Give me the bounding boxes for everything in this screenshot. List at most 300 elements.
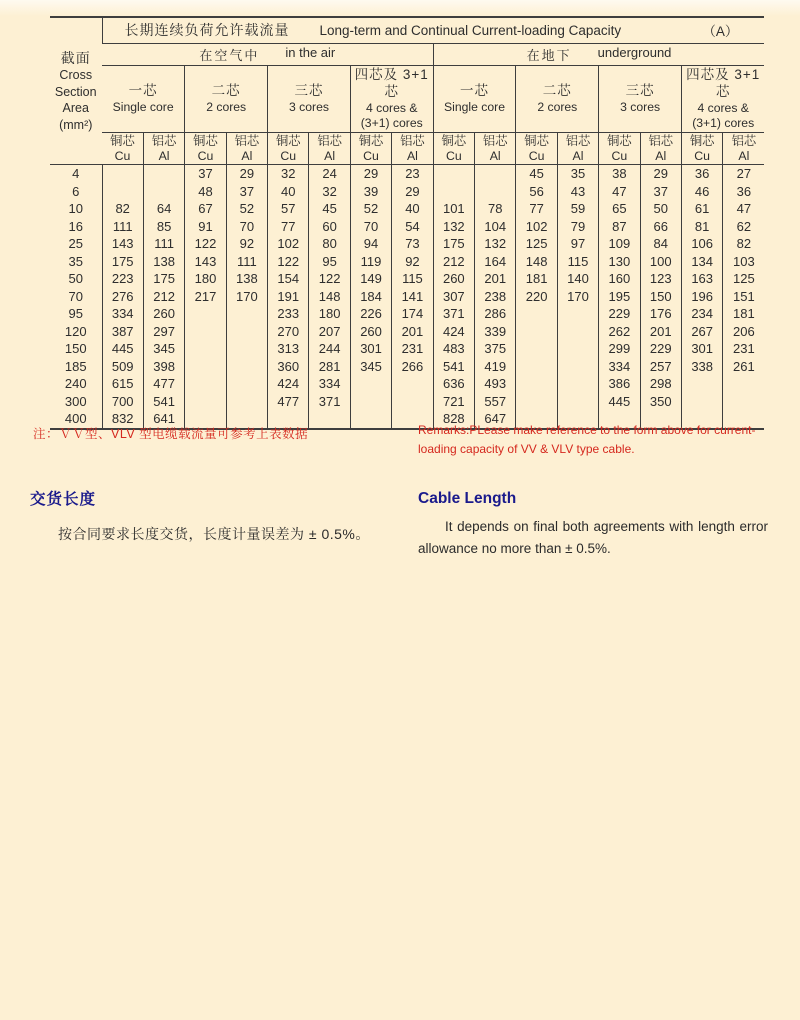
capacity-value: 100 <box>640 253 681 271</box>
capacity-value: 700 <box>102 393 143 411</box>
capacity-value: 220 <box>516 288 557 306</box>
table-row <box>50 218 764 236</box>
capacity-value <box>350 375 391 393</box>
capacity-value: 111 <box>143 235 184 253</box>
capacity-value: 541 <box>143 393 184 411</box>
env-in-air-en: in the air <box>285 44 336 60</box>
capacity-value: 138 <box>143 253 184 271</box>
table-row <box>50 253 764 271</box>
capacity-value: 334 <box>102 305 143 323</box>
capacity-value: 647 <box>475 410 516 429</box>
capacity-value: 387 <box>102 323 143 341</box>
capacity-value <box>723 375 765 393</box>
capacity-value: 57 <box>268 200 309 218</box>
capacity-value: 541 <box>433 358 474 376</box>
table-row <box>50 340 764 358</box>
capacity-value: 130 <box>599 253 640 271</box>
capacity-value: 38 <box>599 165 640 183</box>
capacity-value: 109 <box>599 235 640 253</box>
cross-section-size: 70 <box>68 288 83 304</box>
capacity-value <box>185 358 226 376</box>
capacity-value: 37 <box>640 183 681 201</box>
capacity-value: 151 <box>723 288 765 306</box>
capacity-value: 125 <box>516 235 557 253</box>
capacity-value <box>557 358 598 376</box>
capacity-value: 286 <box>475 305 516 323</box>
capacity-value: 301 <box>350 340 391 358</box>
cross-section-size: 300 <box>64 393 87 409</box>
capacity-value: 307 <box>433 288 474 306</box>
capacity-value: 29 <box>392 183 433 201</box>
capacity-value: 163 <box>681 270 722 288</box>
capacity-value: 276 <box>102 288 143 306</box>
capacity-value <box>392 393 433 411</box>
capacity-value: 111 <box>102 218 143 236</box>
capacity-value: 32 <box>309 183 350 201</box>
capacity-value: 262 <box>599 323 640 341</box>
capacity-value: 85 <box>143 218 184 236</box>
capacity-value <box>557 305 598 323</box>
capacity-value <box>226 305 267 323</box>
table-unit: （A） <box>702 24 739 40</box>
capacity-value <box>143 165 184 183</box>
capacity-value: 47 <box>723 200 765 218</box>
table-title-row <box>50 17 764 43</box>
capacity-value: 424 <box>268 375 309 393</box>
env-underground-cn: 在地下 <box>526 47 572 63</box>
capacity-value: 32 <box>268 165 309 183</box>
capacity-value: 281 <box>309 358 350 376</box>
capacity-value <box>226 340 267 358</box>
capacity-value: 37 <box>226 183 267 201</box>
capacity-value <box>557 393 598 411</box>
capacity-value <box>516 358 557 376</box>
capacity-value: 143 <box>185 253 226 271</box>
capacity-value: 132 <box>433 218 474 236</box>
capacity-value: 43 <box>557 183 598 201</box>
capacity-value <box>516 375 557 393</box>
capacity-value: 229 <box>640 340 681 358</box>
capacity-value <box>185 305 226 323</box>
capacity-value: 61 <box>681 200 722 218</box>
capacity-value: 636 <box>433 375 474 393</box>
capacity-value: 37 <box>185 165 226 183</box>
capacity-value <box>557 340 598 358</box>
capacity-value: 509 <box>102 358 143 376</box>
env-underground-header <box>433 43 764 65</box>
capacity-value: 92 <box>392 253 433 271</box>
capacity-value: 375 <box>475 340 516 358</box>
capacity-value: 301 <box>681 340 722 358</box>
cross-section-label-en2: Section <box>54 84 97 99</box>
cross-section-size: 150 <box>64 341 87 357</box>
env-underground-en: underground <box>597 44 672 60</box>
capacity-value <box>309 410 350 429</box>
cross-section-size: 120 <box>64 323 87 339</box>
material-header-row <box>50 133 764 165</box>
capacity-value <box>516 305 557 323</box>
cross-section-size: 185 <box>64 358 87 374</box>
cable-length-title-en: Cable Length <box>418 490 517 507</box>
cable-length-section-en <box>418 490 768 560</box>
note-cn: 注：ＶＶ型、VLV 型电缆载流量可参考上表数据 <box>33 427 309 441</box>
capacity-value: 111 <box>226 253 267 271</box>
capacity-value <box>350 393 391 411</box>
core-group-header: 一芯 Single core <box>433 65 516 133</box>
capacity-value: 234 <box>681 305 722 323</box>
copper-core-header: 铜芯 Cu <box>268 133 309 165</box>
capacity-value: 140 <box>557 270 598 288</box>
capacity-value: 615 <box>102 375 143 393</box>
capacity-value: 91 <box>185 218 226 236</box>
capacity-value <box>557 375 598 393</box>
capacity-value: 77 <box>268 218 309 236</box>
capacity-value: 115 <box>392 270 433 288</box>
capacity-value: 201 <box>640 323 681 341</box>
core-group-header: 四芯及 3+1 芯 4 cores & (3+1) cores <box>681 65 764 133</box>
capacity-value: 65 <box>599 200 640 218</box>
capacity-value <box>475 165 516 183</box>
capacity-value: 398 <box>143 358 184 376</box>
capacity-value: 445 <box>599 393 640 411</box>
capacity-value: 101 <box>433 200 474 218</box>
capacity-value: 483 <box>433 340 474 358</box>
capacity-value: 123 <box>640 270 681 288</box>
capacity-value: 299 <box>599 340 640 358</box>
capacity-value: 217 <box>185 288 226 306</box>
capacity-value: 27 <box>723 165 765 183</box>
cross-section-size: 25 <box>68 236 83 252</box>
capacity-value: 334 <box>309 375 350 393</box>
capacity-value: 70 <box>350 218 391 236</box>
capacity-value <box>143 183 184 201</box>
table-title-en: Long-term and Continual Current-loading Capacity <box>319 22 622 38</box>
capacity-value: 87 <box>599 218 640 236</box>
capacity-value: 371 <box>309 393 350 411</box>
copper-core-header: 铜芯 Cu <box>516 133 557 165</box>
capacity-value: 170 <box>226 288 267 306</box>
env-in-air-cn: 在空气中 <box>199 47 260 63</box>
capacity-value: 160 <box>599 270 640 288</box>
capacity-value: 67 <box>185 200 226 218</box>
capacity-value: 48 <box>185 183 226 201</box>
capacity-value: 419 <box>475 358 516 376</box>
copper-core-header: 铜芯 Cu <box>350 133 391 165</box>
capacity-value: 134 <box>681 253 722 271</box>
capacity-value: 103 <box>723 253 765 271</box>
capacity-value: 175 <box>433 235 474 253</box>
capacity-value: 77 <box>516 200 557 218</box>
capacity-value: 493 <box>475 375 516 393</box>
capacity-value: 92 <box>226 235 267 253</box>
capacity-value: 176 <box>640 305 681 323</box>
capacity-value <box>185 323 226 341</box>
table-row <box>50 288 764 306</box>
capacity-value: 339 <box>475 323 516 341</box>
capacity-value: 445 <box>102 340 143 358</box>
capacity-value: 102 <box>268 235 309 253</box>
capacity-value: 360 <box>268 358 309 376</box>
env-in-air-header <box>102 43 433 65</box>
aluminium-core-header: 铝芯 Al <box>475 133 516 165</box>
capacity-value: 206 <box>723 323 765 341</box>
capacity-value: 52 <box>350 200 391 218</box>
capacity-value: 60 <box>309 218 350 236</box>
capacity-value: 39 <box>350 183 391 201</box>
capacity-value: 477 <box>143 375 184 393</box>
capacity-value: 231 <box>723 340 765 358</box>
capacity-value: 122 <box>268 253 309 271</box>
capacity-value: 29 <box>640 165 681 183</box>
capacity-value: 424 <box>433 323 474 341</box>
capacity-value <box>475 183 516 201</box>
capacity-value: 97 <box>557 235 598 253</box>
table-title-cell <box>102 17 764 43</box>
capacity-value: 191 <box>268 288 309 306</box>
aluminium-core-header: 铝芯 Al <box>557 133 598 165</box>
capacity-value: 164 <box>475 253 516 271</box>
environment-header-row <box>50 43 764 65</box>
capacity-value: 81 <box>681 218 722 236</box>
core-group-header: 二芯 2 cores <box>516 65 599 133</box>
cross-section-label-cn: 截面 <box>60 49 91 66</box>
capacity-value: 371 <box>433 305 474 323</box>
capacity-value: 50 <box>640 200 681 218</box>
cross-section-header <box>50 17 102 165</box>
capacity-value: 212 <box>433 253 474 271</box>
capacity-value: 84 <box>640 235 681 253</box>
table-row <box>50 375 764 393</box>
table-row <box>50 235 764 253</box>
capacity-value: 238 <box>475 288 516 306</box>
capacity-value <box>185 375 226 393</box>
capacity-value <box>350 410 391 429</box>
capacity-value: 45 <box>516 165 557 183</box>
capacity-value <box>102 165 143 183</box>
capacity-value: 154 <box>268 270 309 288</box>
capacity-value: 82 <box>723 235 765 253</box>
capacity-value: 94 <box>350 235 391 253</box>
capacity-value: 106 <box>681 235 722 253</box>
cross-section-size: 16 <box>68 218 83 234</box>
copper-core-header: 铜芯 Cu <box>185 133 226 165</box>
table-row <box>50 270 764 288</box>
capacity-value: 36 <box>681 165 722 183</box>
capacity-value: 46 <box>681 183 722 201</box>
core-group-header: 三芯 3 cores <box>599 65 682 133</box>
aluminium-core-header: 铝芯 Al <box>723 133 765 165</box>
capacity-value: 181 <box>723 305 765 323</box>
capacity-value: 82 <box>102 200 143 218</box>
capacity-value: 828 <box>433 410 474 429</box>
capacity-value: 148 <box>309 288 350 306</box>
capacity-value <box>433 165 474 183</box>
capacity-value: 122 <box>309 270 350 288</box>
cross-section-size: 50 <box>68 271 83 287</box>
capacity-value: 350 <box>640 393 681 411</box>
capacity-value: 207 <box>309 323 350 341</box>
capacity-value <box>102 183 143 201</box>
capacity-value: 36 <box>723 183 765 201</box>
capacity-value <box>681 393 722 411</box>
capacity-value: 345 <box>143 340 184 358</box>
capacity-value: 270 <box>268 323 309 341</box>
capacity-value: 148 <box>516 253 557 271</box>
capacity-value <box>681 375 722 393</box>
capacity-value: 257 <box>640 358 681 376</box>
capacity-value: 196 <box>681 288 722 306</box>
capacity-value: 45 <box>309 200 350 218</box>
capacity-value: 260 <box>433 270 474 288</box>
copper-core-header: 铜芯 Cu <box>102 133 143 165</box>
capacity-value: 260 <box>350 323 391 341</box>
table-row <box>50 200 764 218</box>
capacity-value: 40 <box>392 200 433 218</box>
table-row <box>50 358 764 376</box>
capacity-value: 56 <box>516 183 557 201</box>
cross-section-size: 4 <box>72 166 80 182</box>
capacity-value: 23 <box>392 165 433 183</box>
capacity-value: 125 <box>723 270 765 288</box>
capacity-value: 66 <box>640 218 681 236</box>
capacity-value: 62 <box>723 218 765 236</box>
capacity-value: 40 <box>268 183 309 201</box>
cable-length-title-cn: 交货长度 <box>30 491 97 508</box>
core-group-header: 四芯及 3+1 芯 4 cores & (3+1) cores <box>350 65 433 133</box>
capacity-value: 231 <box>392 340 433 358</box>
cross-section-label-en3: Area <box>62 101 89 116</box>
capacity-value: 143 <box>102 235 143 253</box>
capacity-value: 24 <box>309 165 350 183</box>
aluminium-core-header: 铝芯 Al <box>226 133 267 165</box>
cross-section-unit: (mm²) <box>59 117 93 132</box>
capacity-value <box>226 375 267 393</box>
cross-section-size: 400 <box>64 411 87 427</box>
capacity-value: 181 <box>516 270 557 288</box>
capacity-value: 229 <box>599 305 640 323</box>
cross-section-size: 35 <box>68 253 83 269</box>
capacity-value: 54 <box>392 218 433 236</box>
capacity-value: 297 <box>143 323 184 341</box>
cross-section-size: 10 <box>68 201 83 217</box>
capacity-value <box>185 340 226 358</box>
capacity-value <box>433 183 474 201</box>
capacity-value: 212 <box>143 288 184 306</box>
capacity-value: 721 <box>433 393 474 411</box>
capacity-value: 174 <box>392 305 433 323</box>
capacity-value: 149 <box>350 270 391 288</box>
capacity-value: 47 <box>599 183 640 201</box>
capacity-value <box>226 323 267 341</box>
note-en: Remarks:PLease make reference to the form above for current-loading capacity of VV & VLV type cable. <box>418 423 756 456</box>
copper-core-header: 铜芯 Cu <box>599 133 640 165</box>
capacity-value: 244 <box>309 340 350 358</box>
capacity-value: 70 <box>226 218 267 236</box>
capacity-value: 119 <box>350 253 391 271</box>
aluminium-core-header: 铝芯 Al <box>143 133 184 165</box>
capacity-value: 386 <box>599 375 640 393</box>
capacity-value <box>723 393 765 411</box>
capacity-value: 102 <box>516 218 557 236</box>
aluminium-core-header: 铝芯 Al <box>309 133 350 165</box>
capacity-value: 201 <box>475 270 516 288</box>
cable-length-section-cn <box>30 487 390 544</box>
capacity-value: 95 <box>309 253 350 271</box>
capacity-value: 175 <box>102 253 143 271</box>
table-row <box>50 165 764 183</box>
copper-core-header: 铜芯 Cu <box>433 133 474 165</box>
capacity-value: 80 <box>309 235 350 253</box>
capacity-value: 233 <box>268 305 309 323</box>
aluminium-core-header: 铝芯 Al <box>392 133 433 165</box>
capacity-value: 345 <box>350 358 391 376</box>
capacity-value <box>185 393 226 411</box>
capacity-value: 138 <box>226 270 267 288</box>
capacity-value: 35 <box>557 165 598 183</box>
capacity-value: 641 <box>143 410 184 429</box>
capacity-value: 313 <box>268 340 309 358</box>
capacity-value: 104 <box>475 218 516 236</box>
capacity-value: 266 <box>392 358 433 376</box>
capacity-value <box>516 323 557 341</box>
capacity-value: 78 <box>475 200 516 218</box>
capacity-value: 298 <box>640 375 681 393</box>
capacity-value: 223 <box>102 270 143 288</box>
table-row <box>50 393 764 411</box>
capacity-value: 180 <box>185 270 226 288</box>
capacity-value: 52 <box>226 200 267 218</box>
capacity-value: 141 <box>392 288 433 306</box>
cross-section-label-en1: Cross <box>59 68 93 83</box>
cross-section-size: 240 <box>64 376 87 392</box>
capacity-value: 29 <box>226 165 267 183</box>
capacity-value: 73 <box>392 235 433 253</box>
capacity-value <box>516 340 557 358</box>
table-row <box>50 305 764 323</box>
capacity-value: 115 <box>557 253 598 271</box>
core-group-header: 三芯 3 cores <box>268 65 351 133</box>
capacity-value: 477 <box>268 393 309 411</box>
cross-section-size: 6 <box>72 183 80 199</box>
table-row <box>50 183 764 201</box>
capacity-value: 201 <box>392 323 433 341</box>
cable-length-body-cn: 按合同要求长度交货，长度计量误差为 ± 0.5%。 <box>58 526 370 542</box>
capacity-value: 226 <box>350 305 391 323</box>
core-group-header: 一芯 Single core <box>102 65 185 133</box>
capacity-value: 260 <box>143 305 184 323</box>
capacity-value <box>516 393 557 411</box>
capacity-value: 64 <box>143 200 184 218</box>
capacity-value: 175 <box>143 270 184 288</box>
capacity-value: 29 <box>350 165 391 183</box>
capacity-value: 557 <box>475 393 516 411</box>
table-title-cn: 长期连续负荷允许载流量 <box>124 22 290 39</box>
capacity-value: 170 <box>557 288 598 306</box>
current-capacity-table <box>50 16 764 430</box>
capacity-value: 261 <box>723 358 765 376</box>
capacity-value: 334 <box>599 358 640 376</box>
capacity-value: 150 <box>640 288 681 306</box>
capacity-value: 59 <box>557 200 598 218</box>
capacity-value <box>226 358 267 376</box>
capacity-value <box>557 323 598 341</box>
table-row <box>50 323 764 341</box>
cable-length-body-en: It depends on final both agreements with length error allowance no more than ± 0.5%. <box>418 519 768 556</box>
capacity-value: 832 <box>102 410 143 429</box>
cross-section-size: 95 <box>68 306 83 322</box>
capacity-value: 267 <box>681 323 722 341</box>
copper-core-header: 铜芯 Cu <box>681 133 722 165</box>
